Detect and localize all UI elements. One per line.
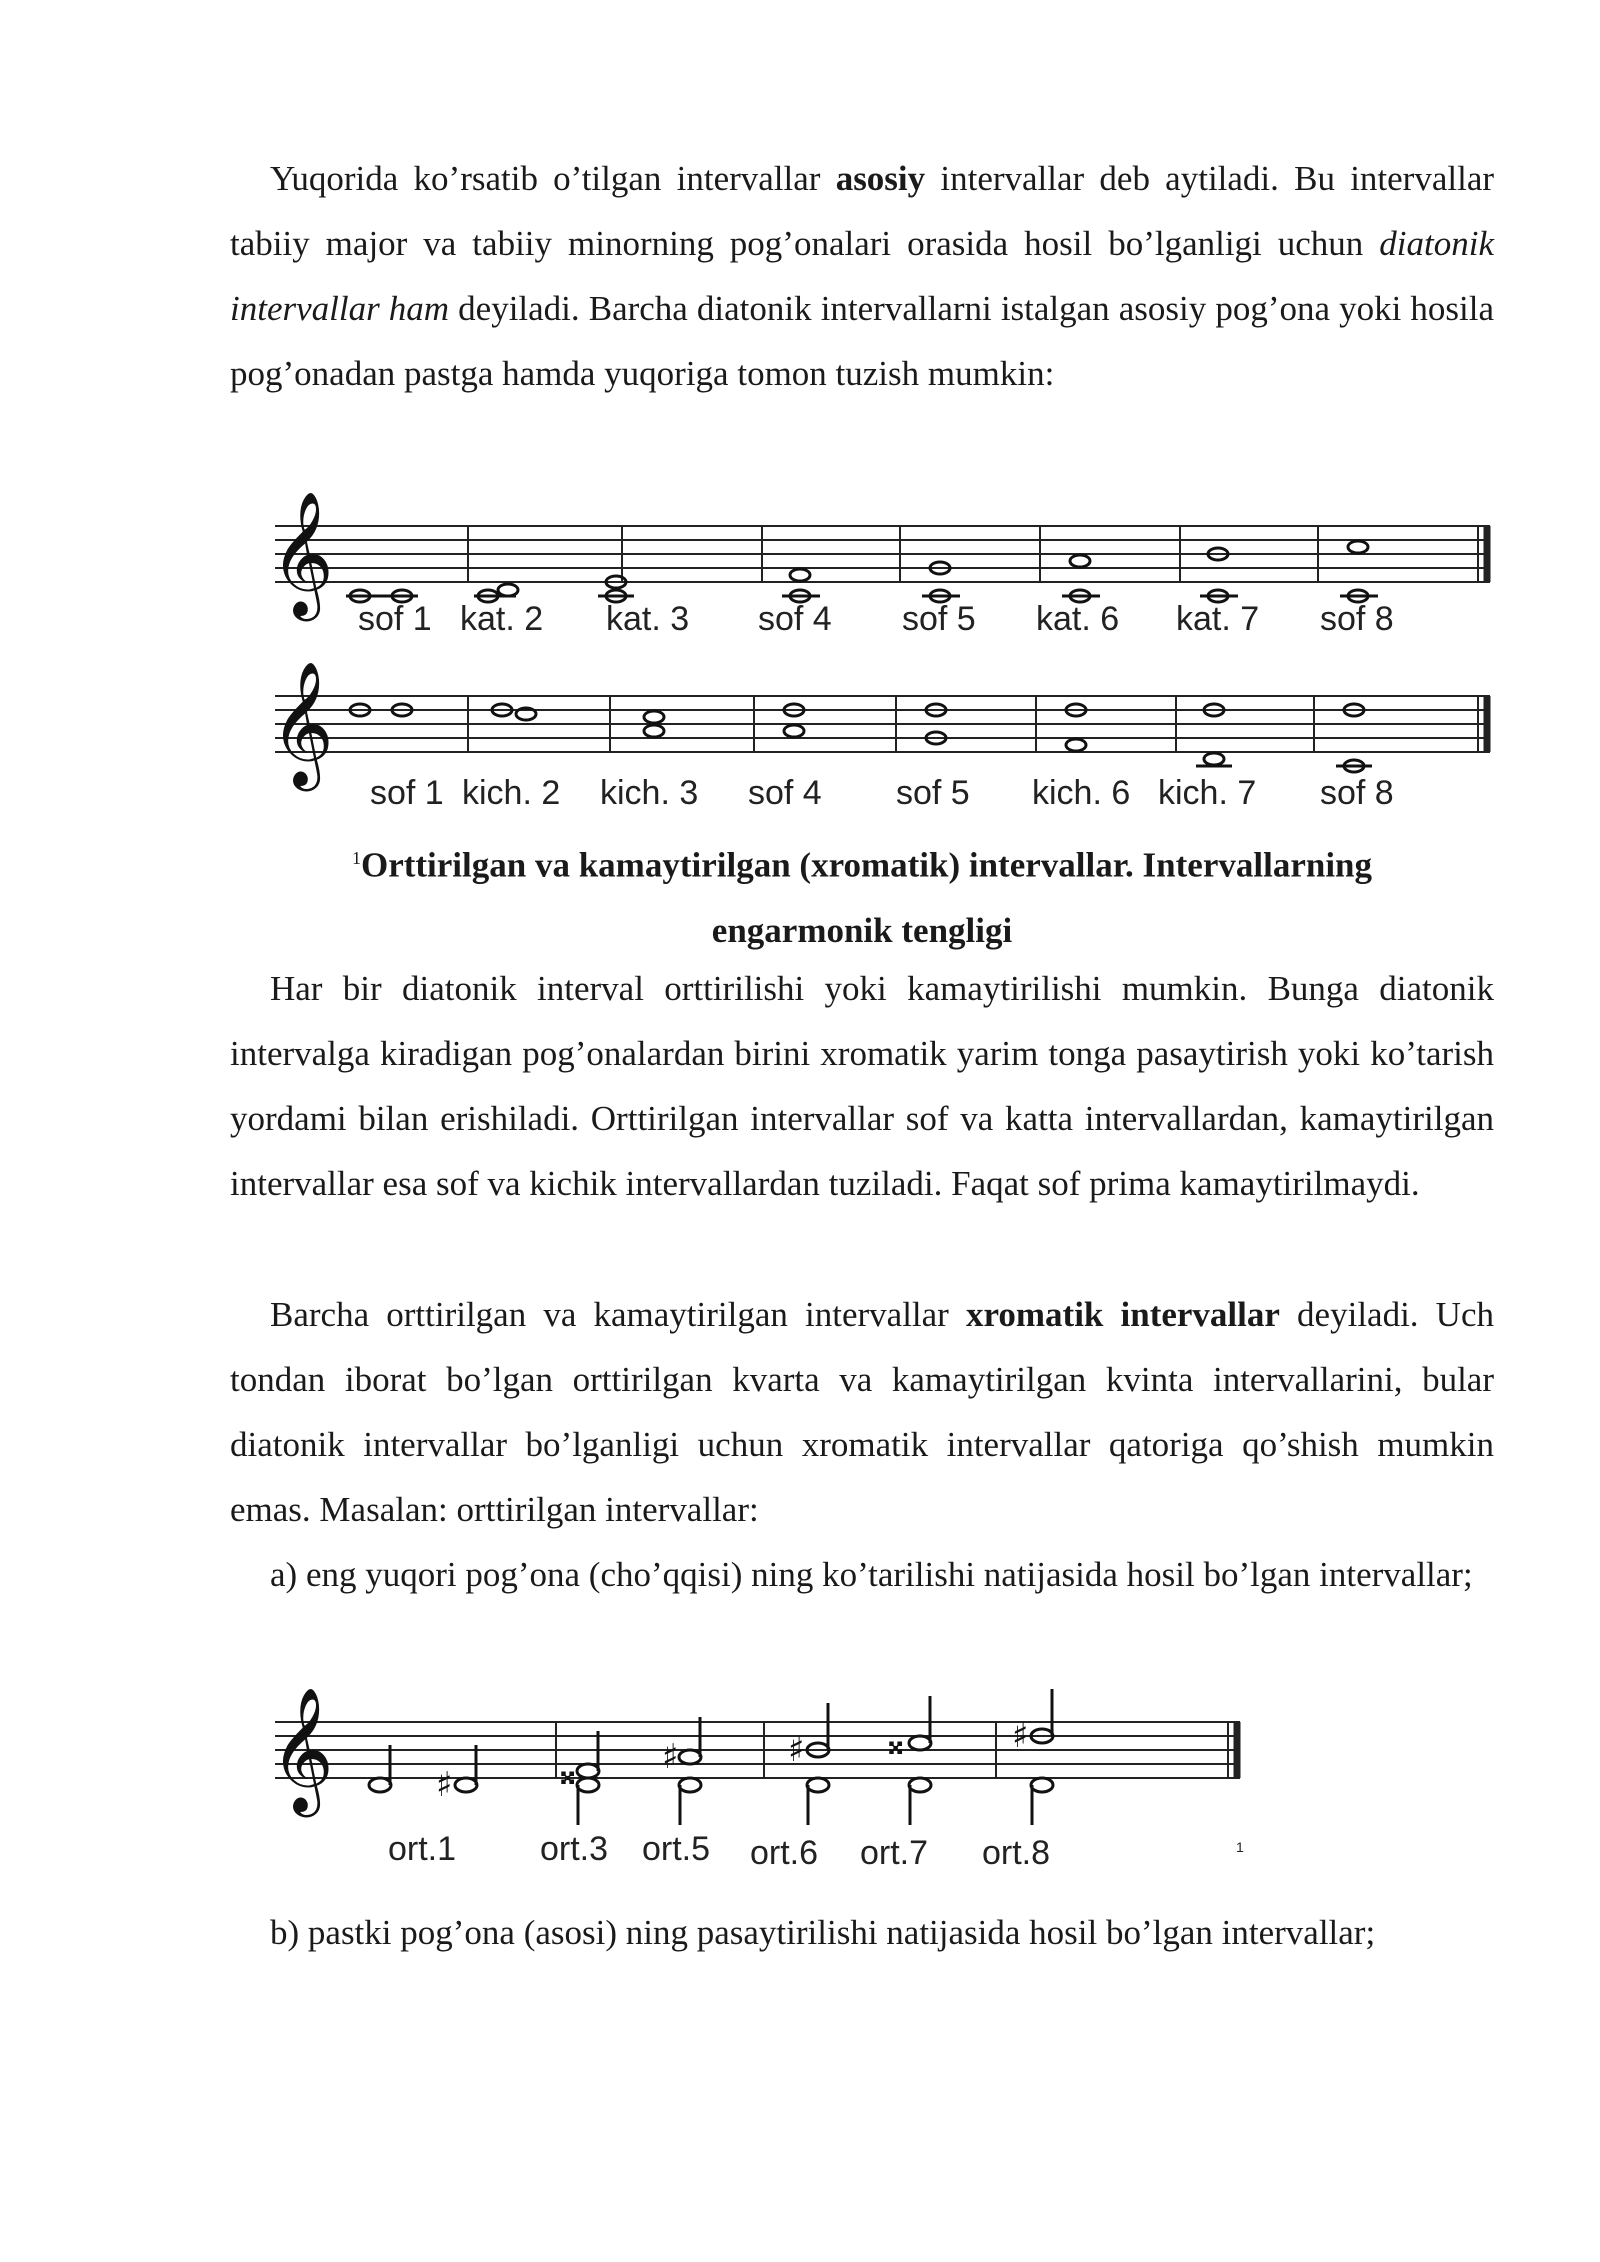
staff-row-1: [275, 526, 1490, 582]
staff-row-3: [275, 1722, 1240, 1778]
paragraph-1: [230, 146, 1494, 406]
music-figure-diatonic: [270, 478, 1500, 818]
text: Yuqorida ko’rsatib o’tilgan intervallar: [270, 159, 836, 198]
interval-label: kat. 3: [606, 600, 690, 638]
interval-label: sof 8: [1320, 600, 1394, 638]
treble-clef-icon: 𝄞: [270, 491, 334, 616]
interval-label: sof 4: [758, 600, 832, 638]
text: Barcha orttirilgan va kamaytirilgan intervallar: [270, 1295, 966, 1334]
interval-label: ort.6: [750, 1834, 819, 1872]
interval-label: sof 5: [896, 774, 970, 812]
paragraph-4: a) eng yuqori pog’ona (cho’qqisi) ning ko’tarilishi natijasida hosil bo’lgan intervallar;: [270, 1555, 1473, 1594]
interval-label: kat. 7: [1176, 600, 1260, 638]
interval-label: ort.7: [860, 1834, 929, 1872]
labels-row-2: [370, 774, 1394, 812]
accidentals: [436, 1716, 1028, 1805]
interval-label: sof 4: [748, 774, 822, 812]
footnote-marker: 1: [351, 848, 361, 868]
double-sharp-icon: 𝄪: [560, 1753, 576, 1793]
interval-label: kat. 2: [460, 600, 544, 638]
paragraph-5: b) pastki pog’ona (asosi) ning pasaytirilishi natijasida hosil bo’lgan intervallar;: [270, 1913, 1376, 1952]
interval-label: ort.3: [540, 1830, 609, 1868]
heading-line-1: Orttirilgan va kamaytirilgan (xromatik) intervallar. Intervallarning: [360, 845, 1373, 885]
labels-row-1: [358, 600, 1394, 638]
sharp-icon: ♯: [788, 1730, 805, 1770]
music-figure-augmented: [270, 1660, 1260, 1890]
interval-label: ort.8: [982, 1834, 1051, 1872]
text: deyiladi. Barcha diatonik intervallarni istalgan asosiy pog’ona yoki hosila pog’onadan pastga hamda yuqoriga tomon tuzish mumkin:: [230, 289, 1495, 393]
treble-clef-icon: 𝄞: [270, 661, 334, 786]
paragraph-3: [230, 1282, 1494, 1542]
text: deyiladi. Uch tondan iborat bo’lgan orttirilgan kvarta va kamaytirilgan kvinta intervallarini, bular diatonik intervallar bo’lganligi uchun xromatik intervallar qatoriga qo’shish mumkin emas. Masalan: orttirilgan intervallar:: [230, 1295, 1494, 1529]
footnote-marker: 1: [1236, 1839, 1244, 1855]
bold-term: xromatik intervallar: [965, 1295, 1280, 1334]
interval-label: kich. 6: [1032, 774, 1131, 812]
sharp-icon: ♯: [662, 1737, 679, 1777]
bold-term: asosiy: [835, 159, 926, 198]
interval-label: sof 1: [358, 600, 432, 638]
treble-clef-icon: 𝄞: [270, 1687, 334, 1812]
labels-row-3: [388, 1830, 1244, 1872]
staff-row-2: [275, 696, 1490, 752]
interval-label: sof 5: [902, 600, 976, 638]
interval-label: kich. 3: [600, 774, 699, 812]
sharp-icon: ♯: [436, 1765, 453, 1805]
interval-label: ort.1: [388, 1830, 457, 1868]
interval-label: sof 1: [370, 774, 444, 812]
interval-label: sof 8: [1320, 774, 1394, 812]
sharp-icon: ♯: [1012, 1716, 1029, 1756]
section-heading: [230, 826, 1494, 963]
interval-label: kat. 6: [1036, 600, 1120, 638]
paragraph-2: Har bir diatonik interval orttirilishi yoki kamaytirilishi mumkin. Bunga diatonik intervalga kiradigan pog’onalardan birini xromatik yarim tonga pasaytirish yoki ko’tarish yordami bilan erishiladi. Orttirilgan intervallar sof va katta intervallardan, kamaytirilgan intervallar esa sof va kichik intervallardan tuziladi. Faqat sof prima kamaytirilmaydi.: [230, 969, 1494, 1203]
interval-label: ort.5: [642, 1830, 711, 1868]
italic-term: diatonik intervallar ham: [230, 224, 1494, 328]
notes-row-1: [346, 541, 1378, 602]
interval-label: kich. 7: [1158, 774, 1257, 812]
double-sharp-icon: 𝄪: [888, 1723, 904, 1763]
heading-line-2: engarmonik tengligi: [711, 910, 1013, 950]
text: intervallar deb aytiladi. Bu intervallar tabiiy major va tabiiy minorning pog’onalari orasida hosil bo’lganligi uchun: [230, 159, 1495, 263]
notes-row-3: [369, 1689, 1053, 1825]
interval-label: kich. 2: [462, 774, 561, 812]
